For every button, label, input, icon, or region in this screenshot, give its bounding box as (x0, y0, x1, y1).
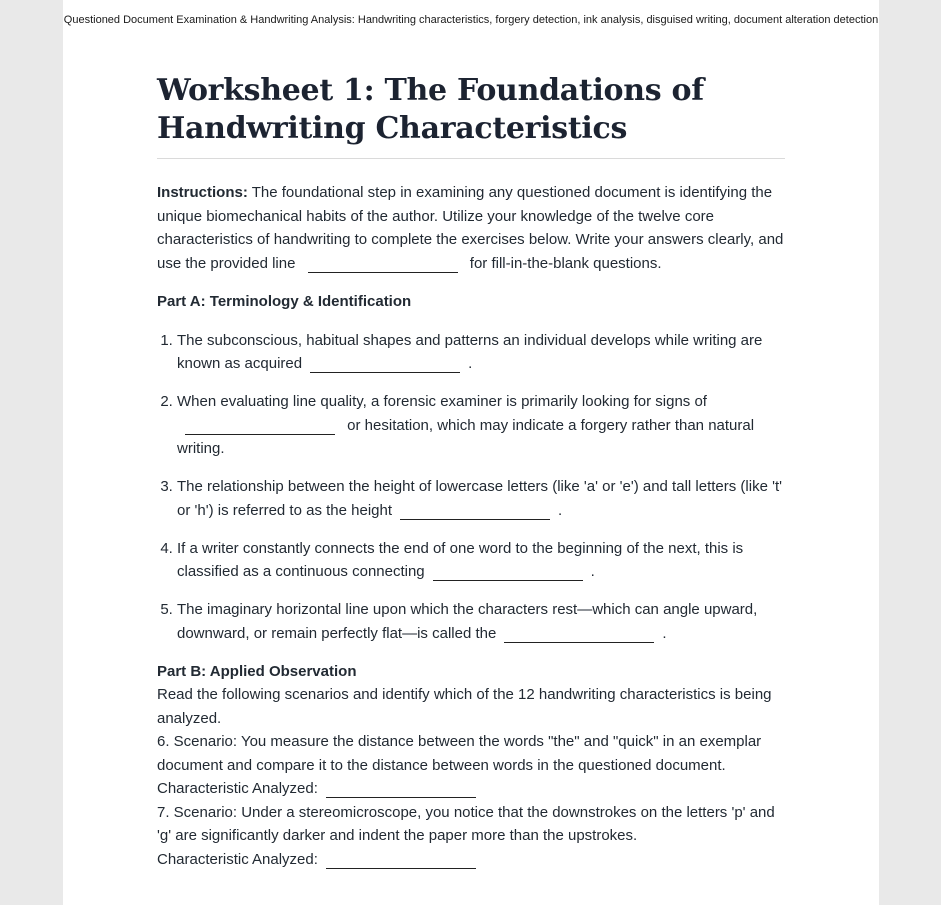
scenario-6: 6. Scenario: You measure the distance between the words "the" and "quick" in an exemplar document and compare it to the distance between words in the questioned document. (157, 733, 762, 774)
part-a-question-list (157, 329, 785, 646)
part-b-heading: Part B: Applied Observation (157, 662, 357, 680)
question-3 (177, 475, 785, 522)
scenario-7-answer-row (157, 848, 785, 872)
question-4-text: If a writer constantly connects the end of one word to the beginning of the next, this is classified as a continuous connecting (177, 539, 744, 580)
question-3-end: . (558, 501, 563, 519)
question-4 (177, 537, 785, 584)
question-5-end: . (662, 624, 667, 642)
question-1-text: The subconscious, habitual shapes and patterns an individual develops while writing are known as acquired (177, 331, 763, 372)
instructions-text: The foundational step in examining any questioned document is identifying the unique biomechanical habits of the author. Utilize your knowledge of the twelve core characteristics of handwriting to complete the exercises below. Write your answers clearly, and use the provided line (157, 184, 784, 272)
question-1 (177, 329, 785, 376)
answer-blank-1[interactable] (310, 371, 460, 373)
instructions-tail: for fill-in-the-blank questions. (469, 254, 662, 272)
part-a-heading: Part A: Terminology & Identification (157, 293, 412, 310)
worksheet-title: Worksheet 1: The Foundations of Handwriting Characteristics (157, 72, 785, 159)
answer-blank-2[interactable] (185, 433, 335, 435)
scenario-6-answer-row (157, 777, 785, 801)
worksheet-content (157, 72, 785, 871)
question-1-end: . (468, 355, 473, 372)
answer-blank-4[interactable] (433, 579, 583, 581)
question-2-text: When evaluating line quality, a forensic examiner is primarily looking for signs of (177, 393, 707, 410)
part-b-intro: Read the following scenarios and identify which of the 12 handwriting characteristics is being analyzed. (157, 686, 772, 727)
question-5 (177, 598, 785, 645)
running-header: Questioned Document Examination & Handwriting Analysis: Handwriting characteristics, forgery detection, ink analysis, disguised writing, document alteration detection (63, 14, 879, 26)
answer-blank-7[interactable] (326, 867, 476, 869)
question-2 (177, 390, 785, 461)
instructions-label: Instructions: (157, 184, 248, 201)
scenario-6-label: Characteristic Analyzed: (157, 780, 318, 797)
question-2-end: or hesitation, which may indicate a forgery rather than natural writing. (177, 416, 755, 457)
scenario-7-label: Characteristic Analyzed: (157, 850, 318, 868)
answer-blank-5[interactable] (504, 641, 654, 643)
question-3-text: The relationship between the height of lowercase letters (like 'a' or 'e') and tall letters (like 't' or 'h') is referred to as the height (177, 478, 782, 519)
answer-blank-6[interactable] (326, 796, 476, 798)
scenario-7: 7. Scenario: Under a stereomicroscope, you notice that the downstrokes on the letters 'p' and 'g' are significantly darker and indent the paper more than the upstrokes. (157, 803, 775, 844)
document-page (63, 0, 879, 905)
question-4-end: . (590, 563, 595, 580)
question-5-text: The imaginary horizontal line upon which the characters rest—which can angle upward, downward, or remain perfectly flat—is called the (177, 601, 758, 642)
answer-blank-3[interactable] (400, 518, 550, 520)
instructions-paragraph (157, 181, 785, 275)
example-blank-line (308, 271, 458, 273)
